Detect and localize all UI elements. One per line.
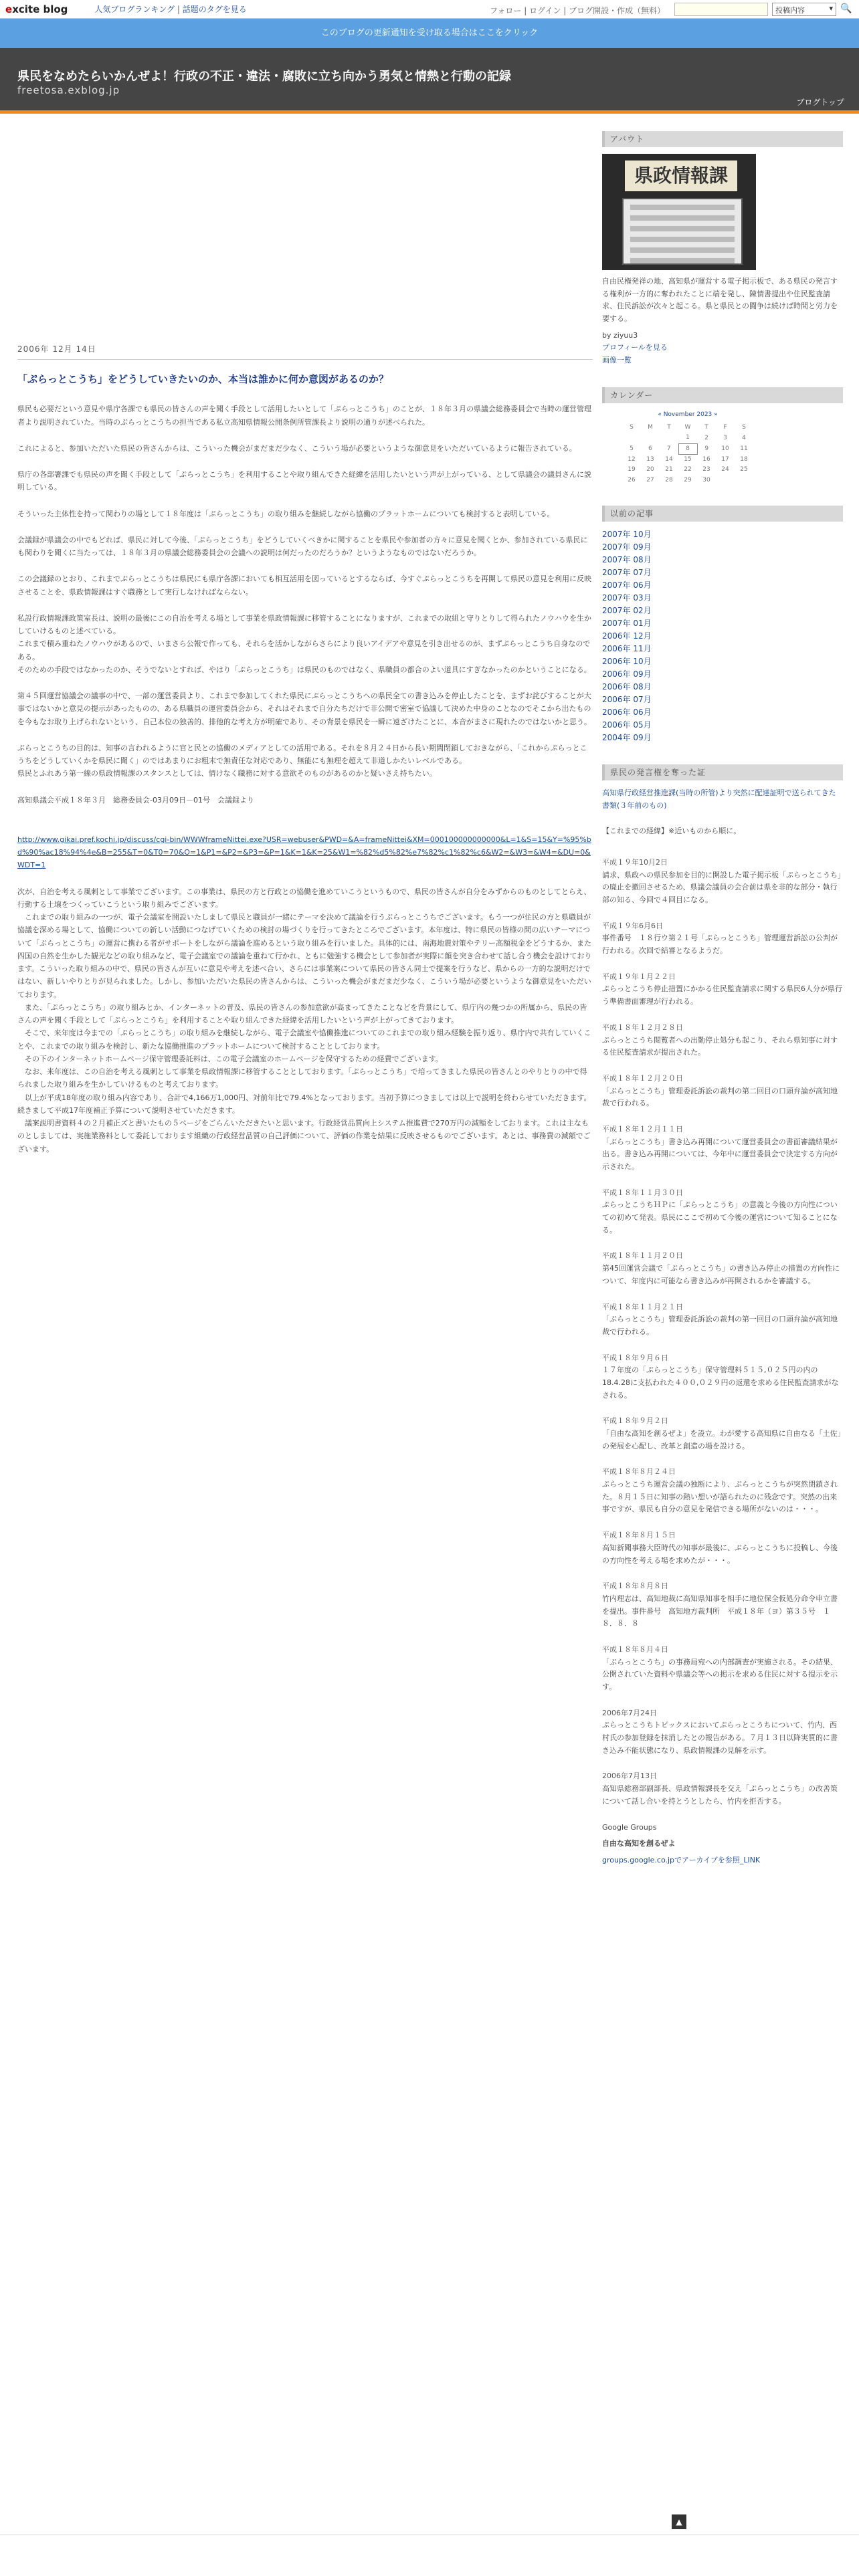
calendar-day: 24 <box>721 466 729 473</box>
calendar-day <box>735 475 753 486</box>
timeline-entry <box>602 1123 843 1174</box>
entry-date: 平成１８年８月２４日 <box>602 1467 676 1477</box>
calendar-day: 3 <box>723 434 727 441</box>
entry-text: ぷらっとこうちＨＰに「ぷらっとこうち」の意義と今後の方向性についての初めて発表。県民にここで初めて今後の運営について知ることになる。 <box>602 1200 838 1235</box>
calendar-day: 23 <box>702 466 710 473</box>
group-title: 自由な高知を創るぜよ <box>602 1839 676 1848</box>
timeline-entry <box>602 1187 843 1237</box>
about-author: by ziyuu3 <box>602 330 638 340</box>
post-body <box>17 403 593 780</box>
calendar-day: 15 <box>684 456 692 463</box>
archive-link[interactable]: 2004年 09月 <box>602 732 652 742</box>
entry-text: 「ぷらっとこうち」書き込み再開について運営委員会の書面審議結果が出る。書き込み再開については、今年中に運営委員会で決定する方向が示された。 <box>602 1137 838 1172</box>
timeline-entry <box>602 1466 843 1516</box>
post-paragraph: そういった主体性を持って関わりの場として１８年度は「ぷらっとこうち」の取り組みを継続しながら協働のプラットホームについても検討すると表明している。 <box>17 509 555 518</box>
post-paragraph: これによると、参加いただいた県民の皆さんからは、こういった機会がまだまだ少なく、こういう場が必要というような御意見をいただいているように報告されている。 <box>17 443 577 453</box>
calendar-day: 25 <box>740 466 748 473</box>
remarks-note: 【これまでの経緯】※近いものから順に。 <box>602 827 741 836</box>
timeline-entry <box>602 857 843 907</box>
calendar-day: 30 <box>702 476 710 484</box>
source-line: 高知県議会平成１８年３月 総務委員会-03月09日－01号 会議録より <box>17 795 254 804</box>
timeline-entry <box>602 1250 843 1287</box>
archive-link[interactable]: 2006年 05月 <box>602 720 652 730</box>
timeline-entry <box>602 1073 843 1110</box>
archive-link[interactable]: 2006年 08月 <box>602 681 652 691</box>
group-archive-link[interactable]: groups.google.co.jpでアーカイブを参照_LINK <box>602 1855 761 1864</box>
calendar <box>607 410 768 486</box>
entry-date: 2006年7月13日 <box>602 1772 657 1781</box>
entry-date: 平成１８年１２月１１日 <box>602 1124 683 1134</box>
timeline-entry <box>602 1529 843 1567</box>
archive-link[interactable]: 2007年 02月 <box>602 605 652 615</box>
remarks-doc-link[interactable]: 高知県行政経営推進課(当時の所管)より突然に配達証明で送られてきた書類(３年前のもの) <box>602 788 836 810</box>
timeline-entry <box>602 1301 843 1339</box>
ranking-link[interactable]: 人気ブログランキング <box>94 5 175 14</box>
account-links[interactable]: フォロー | ログイン | ブログ開設・作成（無料） <box>490 6 666 15</box>
entry-text: 事件番号 １８行ウ第２１号「ぷらっとこうち」管理運営訴訟の公判が行われる。次回で結審となるようだ。 <box>602 934 838 956</box>
profile-link[interactable]: プロフィールを見る <box>602 343 668 352</box>
post-paragraph: ぷらっとこうちの目的は、知事の言われるように官と民との協働のメディアとしての活用である。それを８月２４日から長い期間閉鎖しておきながら、「これからぷらっとこうちをどうしていくかを県民に聞く」のではあまりにお粗末で無責任な対応であり、無能にも無理を超えて非道しかたいレベルである。 県民とふれあう第一線の県政情報課のスタンスとしては、情けなく職務に対する意欲そのものがあるのかと疑いさえ持ちたい。 <box>17 743 587 778</box>
archive-list <box>602 528 843 744</box>
calendar-weekday: M <box>648 424 653 431</box>
timeline-entry <box>602 1022 843 1059</box>
tags-link[interactable]: 話題のタグを見る <box>182 5 247 14</box>
timeline-entry <box>602 1580 843 1630</box>
google-groups-logo: Google Groups <box>602 1822 657 1832</box>
calendar-day: 28 <box>665 476 673 484</box>
post-paragraph: 県庁の各部署課でも県民の声を聞く手段として「ぷらっとこうち」を利用することや取り組んできた経緯を活用したいという声が上がっている、として県議会の議員さんに説明している。 <box>17 470 591 492</box>
page-top-button[interactable]: ▲ <box>672 2514 686 2529</box>
entry-date: 平成１８年８月１５日 <box>602 1531 676 1540</box>
calendar-day: 12 <box>628 455 636 463</box>
calendar-weekday: T <box>667 424 671 431</box>
calendar-day: 22 <box>684 466 692 473</box>
follow-banner[interactable]: このブログの更新通知を受け取る場合はここをクリック <box>0 19 859 48</box>
calendar-grid <box>622 423 753 486</box>
sign-text: 県政情報課 <box>625 160 737 191</box>
timeline-entry <box>602 1707 843 1757</box>
sidebar <box>602 131 843 1867</box>
calendar-caption[interactable]: « November 2023 » <box>658 411 718 418</box>
archive-link[interactable]: 2007年 06月 <box>602 580 652 590</box>
entry-date: 平成１８年１１月３０日 <box>602 1188 683 1197</box>
minutes-excerpt: 次が、自治を考える風刺として事業でございます。この事業は、県民の方と行政との協働を進めていこうというもので、県民の皆さんが自分をみずからのものとしてとらえ、行動する土壌をつくっていこうという取り組みでございます。 これまでの取り組みの一つが、電子会議室を開設いたしまして県民と職員が一緒にテーマを決めて議論を行うぷらっとこうちでございます。もう一つが住民の方と県職員が協議を深める場として、協働についての新しい活動につなげていくための検討の場づくりを行ってきたところでございます。本年度は、特に県民の皆様の間の広いテーマについて「ぷらっとこうち」の運営に携わる者がサポートをしながら議論を進めるという取り組みを行いました。具体的には、南海地震対策やテリー高額税金をどうするか、また四国の自然を生かした観光などの取り組みなど、電子会議室での議論を重ねて行かれ、ともに勉強する機会として参加者が実際に顔を突き合わせて話し合う機会を設けております。こういった取り組みの中で、県民の皆さんが互いに意見や考えを述べ合い、さらには事業案について県民の皆さん同士で提案を行うなど、県からの一方的な説明だけではない、新しいやりとりが見られました。しかし、参加いただいた県民の皆さんからは、こういった機会がまだまだ少なく、こういう場が必要というような御意見をいただいております。 また、「ぷらっとこうち」の取り組みとか、インターネットの普及、県民の皆さんの参加意欲が高まってきたことなどを背景にして、県庁内の幾つかの所属から、県民の皆さんの声を聞く手段として「ぷらっとこうち」を利用することや取り組んできた経緯を活用したいという声が上がってきております。 そこで、来年度は今までの「ぷらっとこうち」の取り組みを継続しながら、電子会議室や協働推進についてのこれまでの取り組み経験を振り返り、県庁内で共有していくことや、これまでの取り組みを検討し、新たな協働推進のプラットホームについて検討することとしております。 その下のインターネットホームページ保守管理委託料は、この電子会議室のホームページを保守するための経費でございます。 なお、来年度は、この自治を考える風刺として事業を県政情報課に移管することとしております。「ぷらっとこうち」で培ってきました県民の皆さんとのやりとりの中で得られました取り組みを生かしていけるものと考えております。 以上が平成18年度の取り組み内容であり、合計で4,166万1,000円、対前年比で79.4%となっております。当初予算につきましては以上で説明を終わらせていただきます。続きまして平成17年度補正予算について説明させていただきます。 議案説明書資料４の２月補正ズと書いたもの５ページをごらんいただきたいと思います。行政経営品質向上システム推進費で270万円の減額をしております。これは主なものとしましては、実施業務料として委託しております組織の行政経営品質の自己評価について、評価の作業を結果に反映させるものでございます。あとは、事務費の減額でございます。 <box>17 887 592 1154</box>
archive-link[interactable]: 2006年 06月 <box>602 707 652 717</box>
calendar-day <box>716 475 735 486</box>
calendar-weekday: T <box>704 424 708 431</box>
calendar-day: 11 <box>740 445 748 452</box>
blog-top-link[interactable]: ブログトップ <box>796 98 844 107</box>
about-description: 自由民権発祥の地、高知県が運営する電子掲示板で、ある県民の発言する権利が一方的に奪われたことに端を発し、陳情書提出や住民監査請求、住民訴訟が次々と起こる。県と県民との闘争は続けば時間と労力を要する。 <box>602 277 838 324</box>
remarks-heading: 県民の発言権を奪った証 <box>602 764 843 780</box>
post-date: 2006年 12月 14日 <box>17 342 593 360</box>
calendar-day: 7 <box>666 445 671 452</box>
entry-text: 「ぷらっとこうち」管理委託訴訟の裁判の第一回目の口頭弁論が高知地裁で行われる。 <box>602 1315 838 1336</box>
minutes-link[interactable]: http://www.gikai.pref.kochi.jp/discuss/cgi-bin/WWWframeNittei.exe?USR=webuser&PWD=&A=frameNittei&XM=000100000000000&L=1&S=15&Y=%95%bd%90%ac18%94%4e&B=255&T=0&T0=70&O=1&P1=&P2=&P3=&P=1&K=1&K=25&W1=%82%d5%82%e7%82%c1%82%c6&W2=&W3=&W4=&DU=0&WDT=1 <box>17 835 591 870</box>
entry-date: 平成１８年１１月２１日 <box>602 1302 683 1311</box>
calendar-day: 18 <box>740 455 748 463</box>
entry-date: 平成１８年９月２日 <box>602 1416 668 1426</box>
calendar-day: 5 <box>630 445 634 452</box>
entry-text: ぷらっとこうち運営会議の独断により、ぷらっとこうちが突然閉鎖された。８月１５日に知事の熱い想いが語られたのに残念です。突然の出来事ですが、県民も自分の意見を発信できる場所がないのは・・・。 <box>602 1480 838 1514</box>
timeline-entry <box>602 1415 843 1453</box>
archive-link[interactable]: 2007年 10月 <box>602 529 652 539</box>
calendar-weekday: S <box>742 424 746 431</box>
calendar-day: 19 <box>628 466 636 473</box>
timeline-entry <box>602 1644 843 1694</box>
archive-link[interactable]: 2006年 11月 <box>602 643 652 653</box>
calendar-day: 13 <box>646 455 654 463</box>
timeline-entry <box>602 1770 843 1808</box>
calendar-day: 26 <box>628 476 636 484</box>
archive-link[interactable]: 2006年 12月 <box>602 631 652 641</box>
entry-text: 第45回運営会議で「ぷらっとこうち」の書き込み停止の措置の方向性について、年度内に可能なら書き込みが再開されるかを審議する。 <box>602 1264 840 1285</box>
entry-date: 平成１８年１２月２８日 <box>602 1023 683 1032</box>
entry-date: 平成１９年１月２２日 <box>602 972 676 981</box>
calendar-day: 9 <box>704 445 709 452</box>
about-heading: アバウト <box>602 131 843 147</box>
calendar-day: 21 <box>665 466 673 473</box>
post-paragraph: 私設行政情報課政策室長は、説明の最後にこの自治を考える場として事業を県政情報課に移管することになりますが、これまでの取組と守りとりして得られたノウハウを生かしていけるものと述べている。 これまで積み重ねたノウハウがあるので、いまさら公報で作っても、それらを活かしながらさらにより良いアイデアや意見を引き出せるのが、まずぷらっとこうち自身なのである。 そのための手段ではなかったのか、そうでないとすれば、やはり「ぷらっとこうち」は県民のものではなく、県職員の都合のよい道具にすぎなかったのかということになる。 <box>17 613 591 674</box>
blog-title[interactable]: 県民をなめたらいかんぜよ！行政の不正・違法・腐敗に立ち向かう勇気と情熱と行動の記録 <box>17 70 511 84</box>
archive-link[interactable]: 2007年 01月 <box>602 618 652 628</box>
archive-link[interactable]: 2007年 08月 <box>602 554 652 564</box>
blog-header <box>0 48 859 114</box>
entry-date: 平成１９年10月2日 <box>602 857 668 867</box>
calendar-weekday: W <box>684 424 691 431</box>
entry-date: 平成１８年１１月２０日 <box>602 1251 683 1261</box>
search-scope-select[interactable]: 投稿内容 ▾ <box>772 3 836 16</box>
calendar-day: 20 <box>646 466 654 473</box>
calendar-day: 8 <box>678 443 697 454</box>
blog-url: freetosa.exblog.jp <box>17 84 120 96</box>
notice-board-graphic <box>622 198 743 265</box>
entry-text: 竹内理志は、高知地裁に高知県知事を相手に地位保全仮処分命令申立書を提出。事件番号 高知地方裁判所 平成１８年（ヨ）第３５号 １８．８．８ <box>602 1594 838 1628</box>
post-paragraph: 第４５回運営協議会の議事の中で、一部の運営委員より、これまで参加してくれた県民にぷらっとこうちへの県民全ての書き込みを停止したことを、まずお詫びすることが大事ではないかと意見の提示があったものの、ある県職員の運営委員会から、それはそれまで自分たちだけで非公開で密室で協議して決めた中身のことなのでそこから出たものを今もなお取り上げられないという、自己本位の独善的、排他的な考え方が明確であり、その背景を県民を一瞬に遠ざけたことに、本音がまさに現れたのではないかと思う。 <box>17 691 591 726</box>
entry-text: 請求、県政への県民参加を目的に開設した電子掲示板「ぷらっとこうち」の廃止を撤回させるため、県議会議員の会合前は県を非的な部分・執行部の知る、今回で４回目になる。 <box>602 870 842 905</box>
entry-date: 平成１８年８月４日 <box>602 1644 668 1654</box>
calendar-day <box>641 433 660 443</box>
archive-link[interactable]: 2006年 10月 <box>602 656 652 666</box>
entry-text: ぷらっとこうち閲覧者への出勤停止処分も起こり、それら県知事に対する住民監査請求が提出された。 <box>602 1035 838 1057</box>
post-paragraph: この会議録のとおり、これまでぷらっとこうちは県民にも県庁各課においても相互活用を図っているとするならば、今すぐぷらっとこうちを再開して県民の意見を利用に反映させることを、県政情報課はすぐ職務として実行しなければならない。 <box>17 574 591 597</box>
global-topbar <box>0 0 859 19</box>
entry-date: 2006年7月24日 <box>602 1708 657 1717</box>
profile-image <box>602 154 756 270</box>
calendar-day: 1 <box>686 434 690 441</box>
archive-link[interactable]: 2006年 09月 <box>602 669 652 679</box>
calendar-day: 10 <box>721 445 729 452</box>
calendar-day <box>622 433 641 443</box>
spacer <box>17 807 593 820</box>
search-icon[interactable]: 🔍 <box>840 3 852 14</box>
entry-text: １７年度の「ぷらっとこうち」保守管理料５１５,０２５円の内の18.4.28に支払われた４００,０２９円の返還を求める住民監査請求がなされる。 <box>602 1366 839 1400</box>
calendar-weekday: F <box>723 424 727 431</box>
top-nav: 人気ブログランキング | 話題のタグを見る <box>94 5 247 14</box>
calendar-day: 6 <box>648 445 652 452</box>
calendar-day: 4 <box>742 434 746 441</box>
calendar-heading: カレンダー <box>602 387 843 403</box>
archive-link[interactable]: 2007年 07月 <box>602 567 652 577</box>
entry-date: 平成１８年９月６日 <box>602 1353 668 1362</box>
post-title[interactable]: 「ぷらっとこうち」をどうしていきたいのか、本当は誰かに何か意図があるのか？ <box>17 373 389 385</box>
entry-text: ぷらっとこうちトピックスにおいてぷらっとこうちについて、竹内、西村氏の参加登録を抹消したとの報告がある。７月１３日以降実質的に書き込み不能状態になり、県政情報課の見解を示す。 <box>602 1721 838 1755</box>
calendar-weekday: S <box>630 424 634 431</box>
entry-date: 平成１９年6月6日 <box>602 921 663 930</box>
calendar-day: 2 <box>704 434 708 441</box>
entry-text: 「ぷらっとこうち」の事務局宛への内部調査が実施される。その結果、公開されていた資料や県議会等への掲示を求める住民に対する提示を示す。 <box>602 1657 838 1692</box>
entry-text: 高知県総務部副部長、県政情報課長を交え「ぷらっとこうち」の改善策について話し合いを持とうとしたら、竹内を拒否する。 <box>602 1784 838 1806</box>
timeline-entry <box>602 1352 843 1402</box>
calendar-day: 29 <box>684 476 692 484</box>
entry-text: 「ぷらっとこうち」管理委託訴訟の裁判の第二回目の口頭弁論が高知地裁で行われる。 <box>602 1086 838 1108</box>
timeline-entry <box>602 920 843 958</box>
archive-link[interactable]: 2007年 09月 <box>602 542 652 552</box>
entry-date: 平成１８年１２月２０日 <box>602 1073 683 1083</box>
calendar-day: 14 <box>665 455 673 463</box>
calendar-day: 16 <box>702 455 710 463</box>
timeline-list <box>602 857 843 1808</box>
entry-date: 平成１８年８月８日 <box>602 1582 668 1591</box>
image-list-link[interactable]: 画像一覧 <box>602 356 632 365</box>
timeline-entry <box>602 971 843 1008</box>
archive-link[interactable]: 2007年 03月 <box>602 593 652 603</box>
calendar-day: 27 <box>646 476 654 484</box>
post-column <box>17 342 593 1169</box>
archive-heading: 以前の記事 <box>602 506 843 522</box>
post-paragraph: 県民も必要だという意見や県庁各課でも県民の皆さんの声を聞く手段として活用したいとして「ぷらっとこうち」のことが、１８年３月の県議会総務委員会で当時の運営管理者より説明されていた。当時のぷらっとこうちの担当である私立高知県情報公開条例所管課長より説明の通りが述べられた。 <box>17 405 591 427</box>
excite-blog-logo[interactable]: excite blog <box>5 3 68 15</box>
post-paragraph: 会議録が県議会の中でもどれば、県民に対して今後、「ぷらっとこうち」をどうしていくべきかに関することを県民や参加者の方々に意見を聞くとか、参加されている県民にも関わりを聞くに当たっては、１８年３月の県議会総務委員会の会議への説明は何だったのだろうか？というようなものではないだろうか。 <box>17 535 588 557</box>
calendar-day <box>660 433 678 443</box>
entry-text: 高知新聞事務大臣時代の知事が最後に、ぷらっとこうちに投稿し、今後の方向性を考える場を求めたが・・・。 <box>602 1543 838 1565</box>
entry-text: ぷらっとこうち停止措置にかかる住民監査請求に関する県民6人分が県行う準備書面審理が行われる。 <box>602 984 842 1006</box>
search-input[interactable] <box>674 3 768 16</box>
calendar-day: 17 <box>721 455 729 463</box>
entry-text: 「自由な高知を創るぜよ」を設立。わが愛する高知県に自由なる「土佐」の発展を心配し、改革と創造の場を設ける。 <box>602 1429 842 1451</box>
archive-link[interactable]: 2006年 07月 <box>602 694 652 704</box>
